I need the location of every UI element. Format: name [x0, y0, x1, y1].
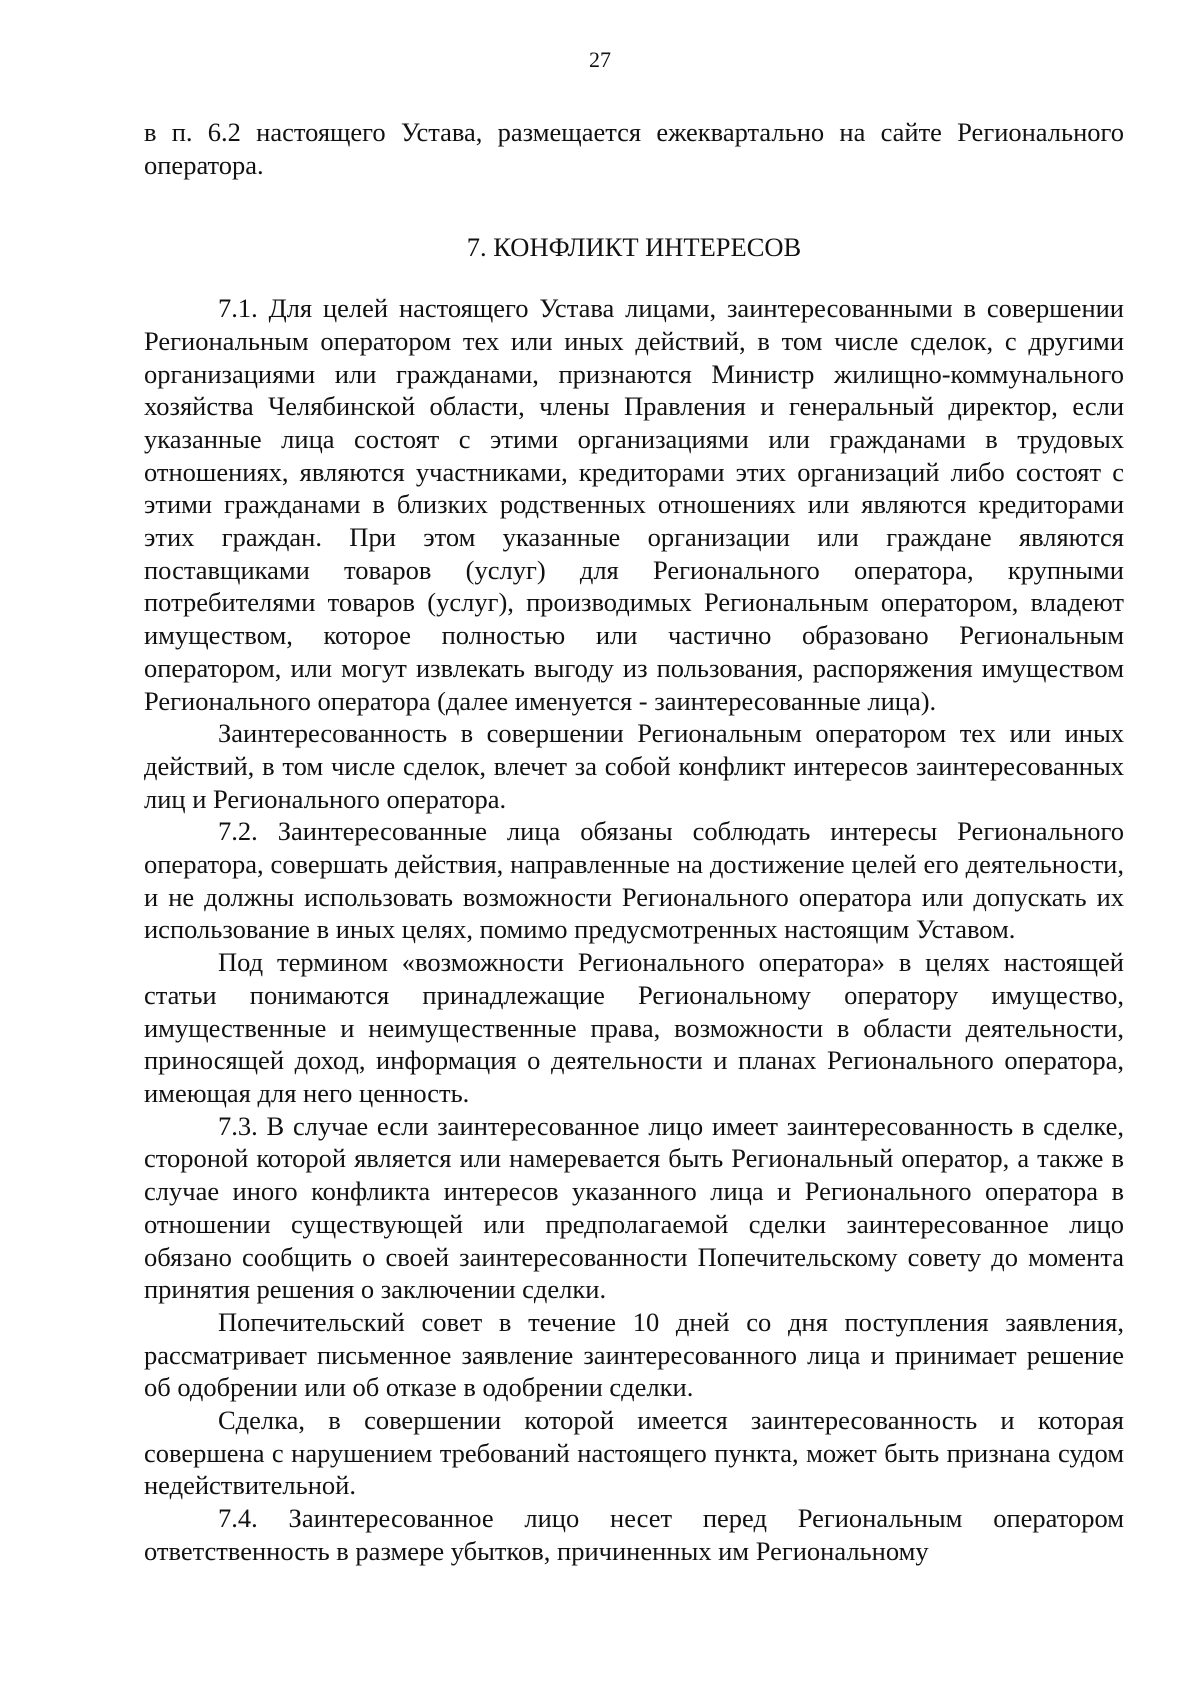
- paragraph-7-3-invalid: Сделка, в совершении которой имеется заинтересованность и которая совершена с нарушением требований настоящего пункта, может быть признана судом недействительной.: [144, 1405, 1124, 1501]
- paragraph-7-3: 7.3. В случае если заинтересованное лицо имеет заинтересованность в сделке, стороной которой является или намеревается быть Региональный оператор, а также в случае иного конфликта интересов указанного лица и Регионального оператора в отношении существующей или предполагаемой сделки заинтересованное лицо обязано сообщить о своей заинтересованности Попечительскому совету до момента принятия решения о заключении сделки.: [144, 1110, 1124, 1305]
- paragraph-7-4: 7.4. Заинтересованное лицо несет перед Региональным оператором ответственность в размере убытков, причиненных им Региональному: [144, 1503, 1124, 1566]
- paragraph-7-3-council: Попечительский совет в течение 10 дней со дня поступления заявления, рассматривает письменное заявление заинтересованного лица и принимает решение об одобрении или об отказе в одобрении сделки.: [144, 1306, 1124, 1403]
- paragraph-7-2: 7.2. Заинтересованные лица обязаны соблюдать интересы Регионального оператора, совершать действия, направленные на достижение целей его деятельности, и не должны использовать возможности Регионального оператора или допускать их использование в иных целях, помимо предусмотренных настоящим Уставом.: [144, 816, 1124, 945]
- document-body: [144, 116, 1124, 1568]
- page-number: 27: [589, 47, 611, 72]
- paragraph-7-1: 7.1. Для целей настоящего Устава лицами, заинтересованными в совершении Региональным оператором тех или иных действий, в том числе сделок, с другими организациями или гражданами, признаются Министр жилищно-коммунального хозяйства Челябинской области, члены Правления и генеральный директор, если указанные лица состоят с этими организациями или гражданами в трудовых отношениях, являются участниками, кредиторами этих организаций либо состоят с этими гражданами в близких родственных отношениях или являются кредиторами этих граждан. При этом указанные организации или граждане являются поставщиками товаров (услуг) для Регионального оператора, крупными потребителями товаров (услуг), производимых Региональным оператором, владеют имуществом, которое полностью или частично образовано Региональным оператором, или могут извлекать выгоду из пользования, распоряжения имуществом Регионального оператора (далее именуется - заинтересованные лица).: [144, 293, 1124, 716]
- paragraph-7-1-conflict: Заинтересованность в совершении Региональным оператором тех или иных действий, в том числе сделок, влечет за собой конфликт интересов заинтересованных лиц и Регионального оператора.: [144, 718, 1124, 814]
- lead-paragraph: в п. 6.2 настоящего Устава, размещается ежеквартально на сайте Регионального оператора.: [144, 117, 1124, 180]
- section-heading: 7. КОНФЛИКТ ИНТЕРЕСОВ: [466, 232, 802, 263]
- paragraph-7-2-definition: Под термином «возможности Регионального оператора» в целях настоящей статьи понимаются принадлежащие Региональному оператору имущество, имущественные и неимущественные права, возможности в области деятельности, приносящей доход, информация о деятельности и планах Регионального оператора, имеющая для него ценность.: [144, 947, 1124, 1108]
